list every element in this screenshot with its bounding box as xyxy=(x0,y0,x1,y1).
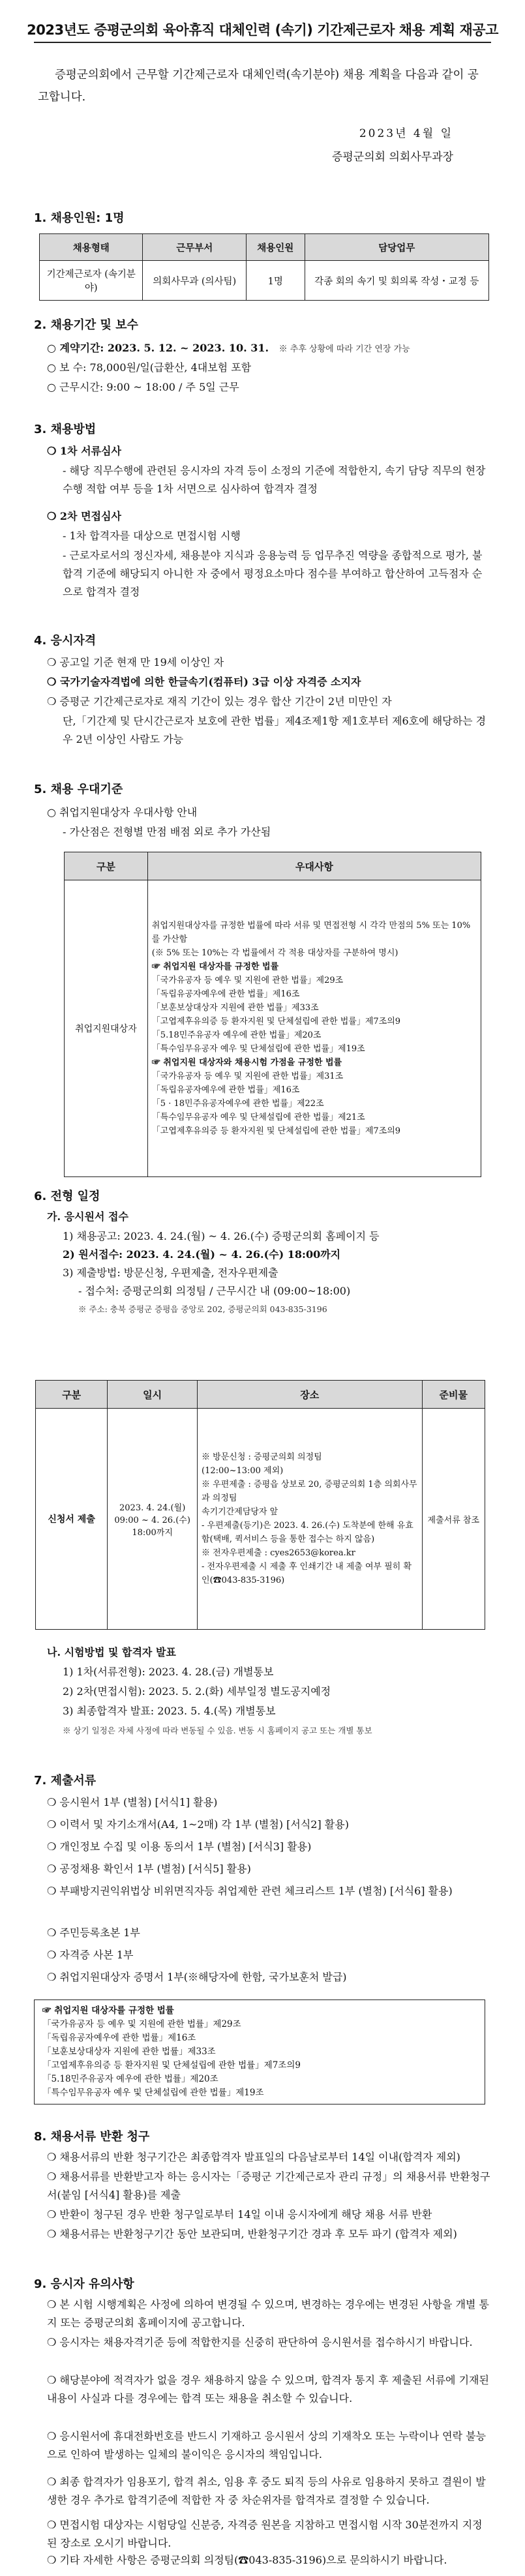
table-header: 구분 xyxy=(65,852,148,880)
table-cell: 취업지원대상자 xyxy=(65,880,148,1177)
preference-table xyxy=(64,852,481,1177)
law-item: 「보훈보상대상자 지원에 관한 법률」제33조 xyxy=(42,2046,216,2057)
stage-1-title: ❍ 1차 서류심사 xyxy=(47,445,121,457)
doc-7: ❍ 자격증 사본 1부 xyxy=(47,1949,134,1961)
table-header-row xyxy=(40,234,489,261)
table-cell: 의회사무과 (의사팀) xyxy=(143,261,246,301)
table-cell: 2023. 4. 24.(월) 09:00 ~ 4. 26.(수) 18:00까지 xyxy=(108,1409,198,1630)
preference-item: ☞ 취업지원 대상자를 규정한 법률 xyxy=(151,962,279,972)
table-header: 준비물 xyxy=(422,1381,485,1409)
table-header: 우대사항 xyxy=(147,852,481,880)
table-header: 일시 xyxy=(108,1381,198,1409)
submission-place-item: ※ 방문신청 : 증평군의회 의정팀 xyxy=(202,1452,322,1462)
work-hours: ○ 근무시간: 9:00 ~ 18:00 / 주 5일 근무 xyxy=(47,381,239,393)
table-row xyxy=(65,880,481,1177)
exam-note: ※ 상기 일정은 자체 사정에 따라 변동될 수 있음. 변동 시 홈페이지 공고 또는 개별 통보 xyxy=(63,1726,372,1735)
section-8-heading: 8. 채용서류 반환 청구 xyxy=(34,2130,150,2144)
preference-list xyxy=(152,919,477,1138)
stage-1-desc: - 해당 직무수행에 관련된 응시자의 자격 등이 소정의 기준에 적합한지, 속기 담당 직무의 현장수행 적합 여부 등을 1차 서면으로 심사하여 합격자 결정 xyxy=(63,464,486,495)
preference-item: 「보훈보상대상자 지원에 관한 법률」제33조 xyxy=(151,1003,319,1013)
exam-step-3: 3) 최종합격자 발표: 2023. 5. 4.(목) 개별통보 xyxy=(63,1705,276,1717)
table-cell xyxy=(147,880,481,1177)
schedule-place: - 접수처: 증평군의회 의정팀 / 근무시간 내 (09:00~18:00) xyxy=(78,1285,351,1297)
section-2-heading: 2. 채용기간 및 보수 xyxy=(34,318,138,332)
issuing-office: 증평군의회 의회사무과장 xyxy=(331,151,453,164)
caution-3: ❍ 해당분야에 적격자가 없을 경우 채용하지 않을 수 있으며, 합격자 통지 후 제출된 서류에 기재된 내용이 사실과 다를 경우에는 합격 또는 채용을 취소할 수 있습니다. xyxy=(47,2374,489,2404)
doc-4: ❍ 공정채용 확인서 1부 (별첨) [서식5] 활용) xyxy=(47,1863,251,1875)
table-cell: 신청서 제출 xyxy=(36,1409,108,1630)
section-9-heading: 9. 응시자 유의사항 xyxy=(34,2277,134,2291)
table-header: 장소 xyxy=(198,1381,423,1409)
submission-place-item: ※ 전자우편제출 : cyes2653@korea.kr xyxy=(202,1548,355,1558)
table-header: 구분 xyxy=(36,1381,108,1409)
law-item: 「고엽제후유의증 등 환자지원 및 단체설립에 관한 법률」제7조의9 xyxy=(42,2060,301,2071)
doc-6: ❍ 주민등록초본 1부 xyxy=(47,1926,140,1939)
preference-item: 「5.18민주유공자 예우에 관한 법률」제20조 xyxy=(151,1030,322,1040)
preference-item: 「독립유공자예우에 관한 법률」제16조 xyxy=(151,1085,300,1095)
table-header: 근무부서 xyxy=(143,234,246,261)
caution-6: ❍ 면접시험 대상자는 시험당일 신분증, 자격증 원본을 지참하고 면접시험 시작 30분전까지 지정된 장소로 오시기 바랍니다. xyxy=(47,2519,483,2549)
exam-step-2: 2) 2차(면접시험): 2023. 5. 2.(화) 세부일정 별도공지예정 xyxy=(63,1685,331,1698)
doc-3: ❍ 개인정보 수집 및 이용 동의서 1부 (별첨) [서식3] 활용) xyxy=(47,1840,312,1853)
preference-item: 「고엽제후유의증 등 환자지원 및 단체설립에 관한 법률」제7조의9 xyxy=(151,1017,401,1026)
preference-item: 「독립유공자예우에 관한 법률」제16조 xyxy=(151,989,300,999)
return-4: ❍ 채용서류는 반환청구기간 동안 보관되며, 반환청구기간 경과 후 모두 파기 (합격자 제외) xyxy=(47,2228,457,2240)
law-list xyxy=(42,2004,477,2100)
doc-2: ❍ 이력서 및 자기소개서(A4, 1~2매) 각 1부 (별첨) [서식2] 활용) xyxy=(47,1818,349,1831)
table-cell: 각종 회의 속기 및 회의록 작성・교정 등 xyxy=(305,261,489,301)
caution-5: ❍ 최종 합격자가 임용포기, 합격 취소, 임용 후 중도 퇴직 등의 사유로 임용하지 못하고 결원이 발생한 경우 추가로 합격기준에 적합한 자 중 차순위자를 합격자로 결정할 수 있습니다. xyxy=(47,2476,486,2506)
pay-line: ○ 보 수: 78,000원/일(급환산, 4대보험 포함 xyxy=(47,361,252,374)
doc-8: ❍ 취업지원대상자 증명서 1부(※해당자에 한함, 국가보훈처 발급) xyxy=(47,1971,347,1983)
application-subheading: 가. 응시원서 접수 xyxy=(47,1210,128,1223)
doc-1: ❍ 응시원서 1부 (별첨) [서식1] 활용) xyxy=(47,1796,218,1808)
section-7-heading: 7. 제출서류 xyxy=(34,1774,97,1788)
return-3: ❍ 반환이 청구된 경우 반환 청구일로부터 14일 이내 응시자에게 해당 채용 서류 반환 xyxy=(47,2208,432,2221)
schedule-address: ※ 주소: 충북 증평군 증평읍 중앙로 202, 증평군의회 043-835-3196 xyxy=(78,1304,327,1314)
table-header-row xyxy=(36,1381,485,1409)
eligibility-term: ❍ 증평군 기간제근로자로 재직 기간이 있는 경우 합산 기간이 2년 미만인 자 xyxy=(47,695,392,708)
preference-item: 「국가유공자 등 예우 및 지원에 관한 법률」제29조 xyxy=(151,976,344,985)
contract-period-text: ○ 계약기간: 2023. 5. 12. ~ 2023. 10. 31. xyxy=(47,342,269,354)
contract-period xyxy=(47,339,490,359)
preference-item: 「국가유공자 등 예우 및 지원에 관한 법률」제31조 xyxy=(151,1071,344,1081)
section-6-heading: 6. 전형 일정 xyxy=(34,1190,100,1203)
submission-place-item: - 우편제출(등기)은 2023. 4. 26.(수) 도착분에 한해 유효함(택배, 퀵서비스 등을 통한 접수는 하지 않음) xyxy=(202,1521,413,1544)
schedule-method: 3) 제출방법: 방문신청, 우편제출, 전자우편제출 xyxy=(63,1266,278,1279)
schedule-receipt: 2) 원서접수: 2023. 4. 24.(월) ~ 4. 26.(수) 18:00까지 xyxy=(63,1248,341,1261)
return-1: ❍ 채용서류의 반환 청구기간은 최종합격자 발표일의 다음날로부터 14일 이내(합격자 제외) xyxy=(47,2151,460,2163)
exam-step-1: 1) 1차(서류전형): 2023. 4. 28.(금) 개별통보 xyxy=(63,1666,274,1678)
law-item: 「5.18민주유공자 예우에 관한 법률」제20조 xyxy=(42,2074,218,2084)
law-item: 「독립유공자예우에 관한 법률」제16조 xyxy=(42,2033,196,2043)
caution-7: ❍ 기타 자세한 사항은 증평군의회 의정팀(☎043-835-3196)으로 문의하시기 바랍니다. xyxy=(47,2554,447,2566)
preference-item: 「고엽제후유의증 등 환자지원 및 단체설립에 관한 법률」제7조의9 xyxy=(151,1126,401,1136)
table-cell xyxy=(198,1409,423,1630)
notice-date: 2023년 4월 일 xyxy=(359,127,453,140)
return-2: ❍ 채용서류를 반환받고자 하는 응시자는「증평군 기간제근로자 관리 규정」의 채용서류 반환청구서(붙임 [서식4] 활용)를 제출 xyxy=(47,2170,490,2201)
eligibility-age: ❍ 공고일 기준 현재 만 19세 이상인 자 xyxy=(47,656,224,668)
title-divider xyxy=(34,42,491,43)
table-cell: 기간제근로자 (속기분야) xyxy=(40,261,143,301)
table-header-row xyxy=(65,852,481,880)
table-header: 채용형태 xyxy=(40,234,143,261)
law-item: ☞ 취업지원 대상자를 규정한 법률 xyxy=(42,2005,174,2016)
schedule-notice: 1) 채용공고: 2023. 4. 24.(월) ~ 4. 26.(수) 증평군의회 홈페이지 등 xyxy=(63,1230,380,1242)
preference-item: ☞ 취업지원 대상자와 채용시험 가점을 규정한 법률 xyxy=(151,1058,342,1068)
preference-item: 「특수임무유공자 예우 및 단체설립에 관한 법률」제21조 xyxy=(151,1113,365,1122)
preference-item: 「특수임무유공자 예우 및 단체설립에 관한 법률」제19조 xyxy=(151,1044,365,1054)
preference-guide: ○ 취업지원대상자 우대사항 안내 xyxy=(47,806,198,818)
submission-place-item: ※ 우편제출 : 증평읍 상보로 20, 증평군의회 1층 의회사무과 의정팀 xyxy=(202,1480,417,1503)
exam-subheading: 나. 시험방법 및 합격자 발표 xyxy=(47,1646,176,1658)
application-table xyxy=(35,1380,485,1630)
table-header: 채용인원 xyxy=(246,234,305,261)
preference-item: 취업지원대상자를 규정한 법률에 따라 서류 및 면접전형 시 각각 만점의 5% 또는 10%를 가산함 xyxy=(151,921,471,944)
submission-place-item: (12:00~13:00 제외) xyxy=(202,1466,284,1476)
law-reference-box xyxy=(34,1999,485,2104)
intro-paragraph: 증평군의회에서 근무할 기간제근로자 대체인력(속기분야) 채용 계획을 다음과 같이 공고합니다. xyxy=(38,68,479,104)
preference-note: - 가산점은 전형별 만점 배점 외로 추가 가산됨 xyxy=(63,826,271,838)
stage-2-desc-2: - 근로자로서의 정신자세, 채용분야 지식과 응용능력 등 업무추진 역량을 종합적으로 평가, 불합격 기준에 해당되지 아니한 자 중에서 평정요소마다 점수를 부여하고 합산하여 고득점자 순으로 합격자 결정 xyxy=(63,549,483,598)
section-5-heading: 5. 채용 우대기준 xyxy=(34,783,123,796)
table-cell: 1명 xyxy=(246,261,305,301)
caution-2: ❍ 응시자는 채용자격기준 등에 적합한지를 신중히 판단하여 응시원서를 접수하시기 바랍니다. xyxy=(47,2336,473,2348)
contract-period-note: ※ 추후 상황에 따라 기간 연장 가능 xyxy=(278,344,410,354)
page-title: 2023년도 증평군의회 육아휴직 대체인력 (속기) 기간제근로자 채용 계획 재공고 xyxy=(27,22,498,38)
staffing-table xyxy=(39,233,489,301)
section-3-heading: 3. 채용방법 xyxy=(34,423,97,436)
submission-place-item: - 전자우편제출 시 제출 후 인쇄기간 내 제출 여부 필히 확인(☎043-835-3196) xyxy=(202,1562,412,1585)
table-cell: 제출서류 참조 xyxy=(422,1409,485,1630)
caution-1: ❍ 본 시험 시행계획은 사정에 의하여 변경될 수 있으며, 변경하는 경우에는 변경된 사항을 개별 통지 또는 증평군의회 홈페이지에 공고합니다. xyxy=(47,2298,489,2329)
section-1-heading: 1. 채용인원: 1명 xyxy=(34,211,125,225)
caution-4: ❍ 응시원서에 휴대전화번호를 반드시 기재하고 응시원서 상의 기재착오 또는 누락이나 연락 불능으로 인하여 발생하는 일체의 불이익은 응시자의 책임입니다. xyxy=(47,2430,487,2461)
submission-places xyxy=(202,1450,418,1587)
table-row xyxy=(40,261,489,301)
eligibility-cert: ❍ 국가기술자격법에 의한 한글속기(컴퓨터) 3급 이상 자격증 소지자 xyxy=(47,676,361,688)
stage-2-desc-1: - 1차 합격자를 대상으로 면접시험 시행 xyxy=(63,530,241,542)
table-row xyxy=(36,1409,485,1630)
doc-5: ❍ 부패방지권익위법상 비위면직자등 취업제한 관련 체크리스트 1부 (별첨) [서식6] 활용) xyxy=(47,1885,453,1897)
eligibility-exception: 단,「기간제 및 단시간근로자 보호에 관한 법률」제4조제1항 제1호부터 제6호에 해당하는 경우 2년 이상인 사람도 가능 xyxy=(63,715,487,745)
section-4-heading: 4. 응시자격 xyxy=(34,634,97,648)
stage-2-title: ❍ 2차 면접심사 xyxy=(47,510,121,522)
law-item: 「국가유공자 등 예우 및 지원에 관한 법률」제29조 xyxy=(42,2019,241,2029)
preference-item: (※ 5% 또는 10%는 각 법률에서 각 적용 대상자를 구분하여 명시) xyxy=(151,948,398,958)
submission-place-item: 속기기간제담당자 앞 xyxy=(202,1507,278,1517)
law-item: 「특수임무유공자 예우 및 단체설립에 관한 법률」제19조 xyxy=(42,2088,264,2098)
preference-item: 「5 · 18민주유공자예우에 관한 법률」제22조 xyxy=(151,1099,324,1109)
table-header: 담당업무 xyxy=(305,234,489,261)
